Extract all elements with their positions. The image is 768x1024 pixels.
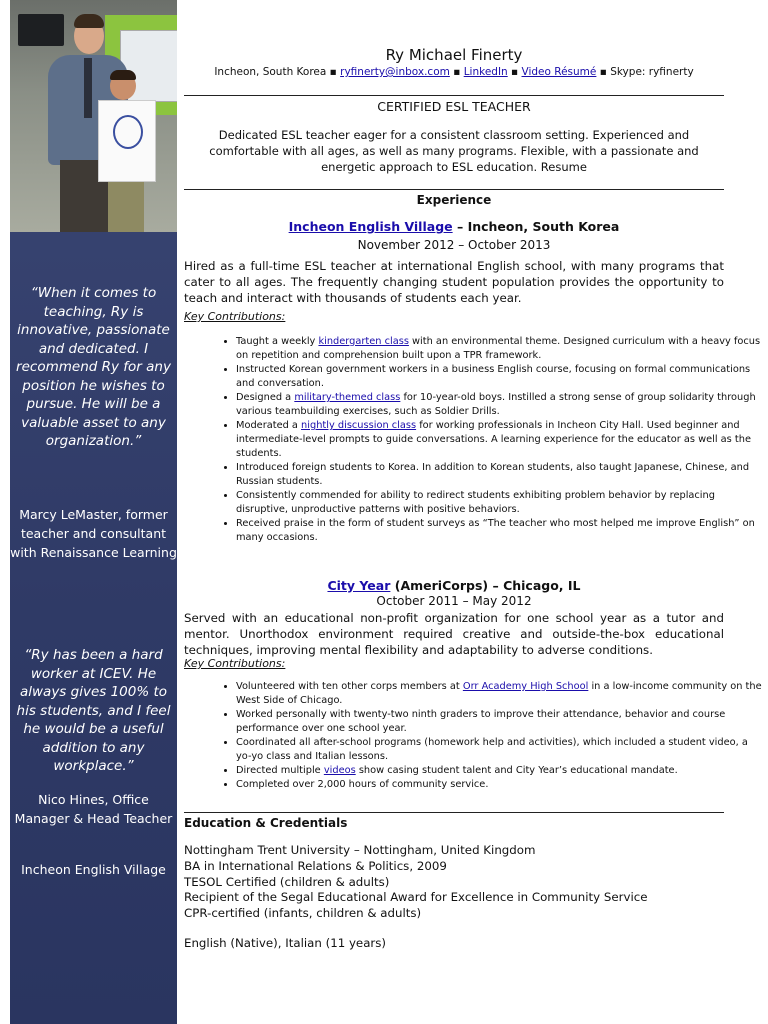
list-item: • Volunteered with ten other corps members at Orr Academy High School in a low-income community on the West Side of Chicago.	[236, 680, 764, 708]
orr-academy-link[interactable]: Orr Academy High School	[462, 681, 589, 692]
education-line: Recipient of the Segal Educational Award for Excellence in Community Service	[184, 890, 648, 905]
education-heading: Education & Credentials	[184, 816, 348, 830]
job-1-description: Hired as a full-time ESL teacher at international English school, with many programs that cater to all ages. The frequently changing student population provides the opportunity to teach and interact with thousands of students each year.	[184, 259, 724, 305]
testimonial-quote-1: “When it comes to teaching, Ry is innovative, passionate and dedicated. I recommend Ry for any position he wishes to pursue. He will be a valuable asset to any organization.”	[16, 285, 171, 449]
list-item: • Introduced foreign students to Korea. In addition to Korean students, also taught Japanese, Chinese, and Russian students.	[236, 461, 764, 489]
job-2-description: Served with an educational non-profit organization for one school year as a tutor and mentor. Unorthodox environment required creative and outside-the-box educational techniques, improving mental flexibility and adaptability to adverse conditions.	[184, 611, 724, 657]
divider	[184, 189, 724, 190]
separator: ▪	[329, 66, 337, 78]
experience-heading: Experience	[416, 193, 492, 207]
summary: Dedicated ESL teacher eager for a consistent classroom setting. Experienced and comfortable with all ages, as well as many programs. Flexible, with a passionate and energetic approach to ESL education. Resume	[209, 128, 699, 174]
job-2-location: – Chicago, IL	[488, 578, 581, 593]
testimonial-quote-2: “Ry has been a hard worker at ICEV. He always gives 100% to his students, and I feel he would be a useful addition to any workplace.”	[16, 647, 171, 774]
languages: English (Native), Italian (11 years)	[184, 936, 387, 950]
job-1-key-contributions-label: Key Contributions:	[184, 310, 286, 323]
photo-kid-hair	[110, 70, 136, 80]
list-item: • Instructed Korean government workers in a business English course, focusing on formal communications and conversation.	[236, 363, 764, 391]
education-line: TESOL Certified (children & adults)	[184, 874, 390, 889]
kindergarten-class-link[interactable]: kindergarten class	[318, 336, 409, 347]
contact-skype: Skype: ryfinerty	[610, 66, 694, 78]
list-item: • Worked personally with twenty-two ninth graders to improve their attendance, behavior and course performance over one school year.	[236, 708, 764, 736]
contact-line	[184, 66, 724, 78]
photo-tv	[18, 14, 64, 46]
list-item: • Designed a military-themed class for 10-year-old boys. Instilled a strong sense of group solidarity through various teambuilding exercises, such as Soldier Drills.	[236, 391, 764, 419]
discussion-class-link[interactable]: nightly discussion class	[301, 420, 417, 431]
job-1-title	[184, 219, 724, 234]
job-2-org-link[interactable]: City Year	[327, 578, 391, 593]
education-line: Nottingham Trent University – Nottingham, United Kingdom	[184, 843, 536, 857]
job-2-dates: October 2011 – May 2012	[376, 594, 532, 608]
separator: ▪	[599, 66, 607, 78]
linkedin-link[interactable]: LinkedIn	[463, 66, 508, 78]
list-item: • Received praise in the form of student surveys as “The teacher who most helped me improve English” on many occasions.	[236, 517, 764, 545]
job-2-key-contributions-label: Key Contributions:	[184, 657, 286, 670]
divider	[184, 95, 724, 96]
list-item: • Directed multiple videos show casing student talent and City Year’s educational mandate.	[236, 764, 764, 778]
divider	[184, 812, 724, 813]
photo-drawing	[98, 100, 156, 182]
profile-photo	[10, 0, 177, 232]
job-1-org-link[interactable]: Incheon English Village	[288, 219, 453, 234]
education-list	[184, 843, 724, 922]
contact-location: Incheon, South Korea	[214, 66, 327, 78]
video-resume-link[interactable]: Video Résumé	[521, 66, 597, 78]
education-line: CPR-certified (infants, children & adults)	[184, 906, 422, 921]
testimonial-attribution-2: Nico Hines, Office Manager & Head Teacher	[14, 792, 173, 826]
photo-tie	[84, 58, 92, 118]
education-line: BA in International Relations & Politics, 2009	[184, 858, 447, 873]
role-title: CERTIFIED ESL TEACHER	[377, 99, 531, 114]
list-item: • Moderated a nightly discussion class for working professionals in Incheon City Hall. Used beginner and intermediate-level prompts to guide conversations. A learning experience for the educator as well as the students.	[236, 419, 764, 461]
photo-man-hair	[74, 14, 104, 28]
photo-kid-legs	[108, 180, 144, 232]
job-2-org-paren: (AmeriCorps)	[390, 578, 489, 593]
job-1-location: – Incheon, South Korea	[452, 219, 620, 234]
testimonial-attribution-2-org: Incheon English Village	[21, 862, 166, 877]
videos-link[interactable]: videos	[323, 765, 356, 776]
separator: ▪	[511, 66, 519, 78]
list-item: • Completed over 2,000 hours of community service.	[236, 778, 764, 792]
email-link[interactable]: ryfinerty@inbox.com	[340, 66, 450, 78]
testimonial-attribution-1: Marcy LeMaster, former teacher and consultant with Renaissance Learning	[10, 507, 177, 560]
job-2-bullet-list	[214, 680, 764, 792]
separator: ▪	[453, 66, 461, 78]
resume-name: Ry Michael Finerty	[385, 46, 523, 64]
military-class-link[interactable]: military-themed class	[294, 392, 401, 403]
list-item: • Taught a weekly kindergarten class with an environmental theme. Designed curriculum with a heavy focus on repetition and comprehension built upon a TPR framework.	[236, 335, 764, 363]
job-1-bullet-list	[214, 335, 764, 545]
list-item: • Consistently commended for ability to redirect students exhibiting problem behavior by replacing disruptive, unproductive patterns with positive behaviors.	[236, 489, 764, 517]
job-2-title	[184, 578, 724, 593]
list-item: • Coordinated all after-school programs (homework help and activities), which included a student video, a yo-yo class and Italian lessons.	[236, 736, 764, 764]
sidebar	[10, 0, 177, 1024]
job-1-dates: November 2012 – October 2013	[357, 238, 551, 252]
